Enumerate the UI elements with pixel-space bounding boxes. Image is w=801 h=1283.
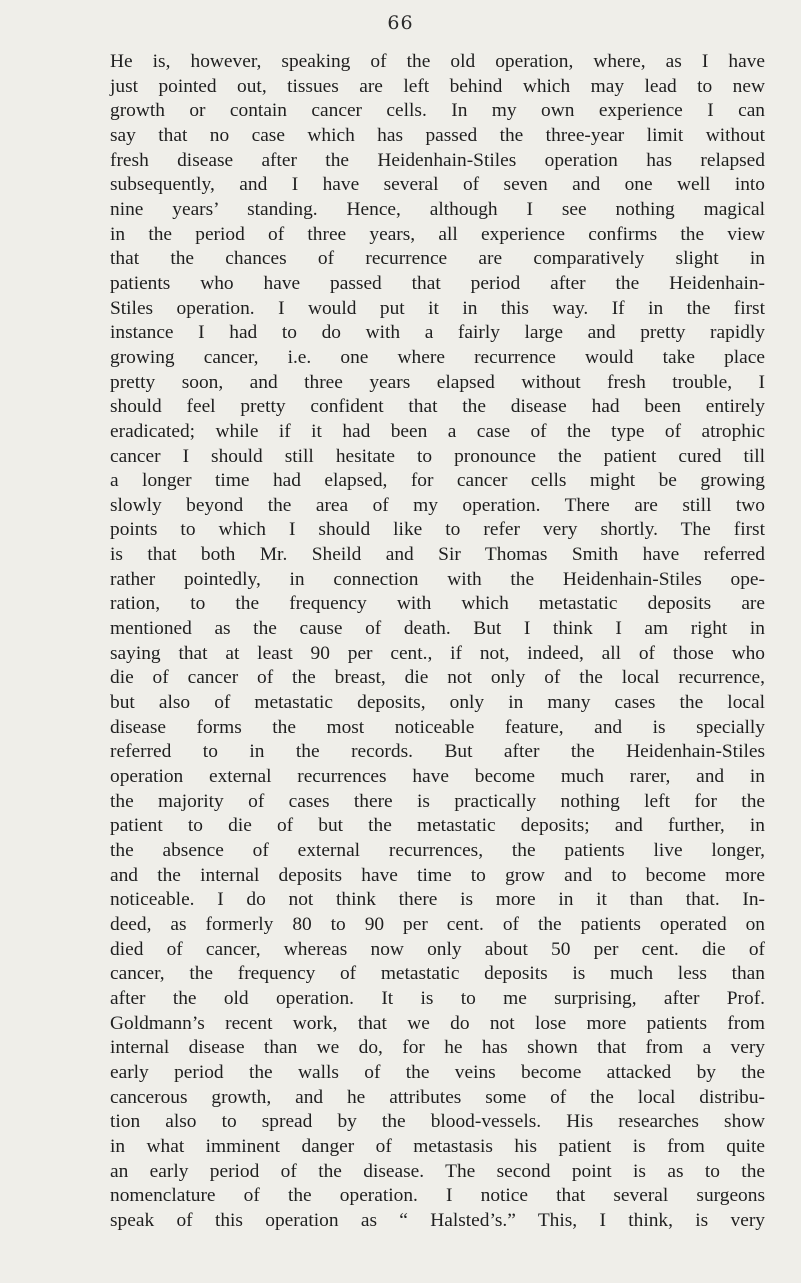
- text-line: after the old operation. It is to me surprising, after Prof.: [110, 987, 765, 1009]
- text-line: an early period of the disease. The second point is as to the: [110, 1160, 765, 1182]
- text-line: noticeable. I do not think there is more in it than that. In-: [110, 889, 765, 911]
- text-line: disease forms the most noticeable feature, and is specially: [110, 716, 765, 738]
- text-line: Stiles operation. I would put it in this way. If in the first: [110, 297, 765, 319]
- text-line: just pointed out, tissues are left behind which may lead to new: [110, 75, 765, 97]
- text-line: in what imminent danger of metastasis his patient is from quite: [110, 1135, 765, 1157]
- text-line: cancer I should still hesitate to pronounce the patient cured till: [110, 445, 765, 467]
- text-line: but also of metastatic deposits, only in many cases the local: [110, 692, 765, 714]
- text-line: deed, as formerly 80 to 90 per cent. of the patients operated on: [110, 913, 765, 935]
- text-line: cancer, the frequency of metastatic deposits is much less than: [110, 963, 765, 985]
- text-line: tion also to spread by the blood-vessels. His researches show: [110, 1111, 765, 1133]
- text-line: rather pointedly, in connection with the Heidenhain-Stiles ope-: [110, 568, 765, 590]
- text-line: He is, however, speaking of the old operation, where, as I have: [110, 51, 765, 72]
- text-line: fresh disease after the Heidenhain-Stiles operation has relapsed: [110, 149, 765, 171]
- text-line: nine years’ standing. Hence, although I see nothing magical: [110, 198, 765, 220]
- text-line: saying that at least 90 per cent., if not, indeed, all of those who: [110, 642, 765, 664]
- text-line: instance I had to do with a fairly large and pretty rapidly: [110, 322, 765, 344]
- text-line: growing cancer, i.e. one where recurrence would take place: [110, 346, 765, 368]
- text-line: and the internal deposits have time to grow and to become more: [110, 864, 765, 886]
- text-line: should feel pretty confident that the disease had been entirely: [110, 396, 765, 418]
- text-line: points to which I should like to refer very shortly. The first: [110, 519, 765, 541]
- text-line: patient to die of but the metastatic deposits; and further, in: [110, 815, 765, 837]
- text-line: Goldmann’s recent work, that we do not lose more patients from: [110, 1012, 765, 1034]
- text-line: early period the walls of the veins become attacked by the: [110, 1061, 765, 1083]
- text-line: nomenclature of the operation. I notice that several surgeons: [110, 1185, 765, 1207]
- text-line: the majority of cases there is practically nothing left for the: [110, 790, 765, 812]
- page-number: 66: [387, 12, 414, 34]
- text-line: the absence of external recurrences, the patients live longer,: [110, 840, 765, 861]
- text-line: pretty soon, and three years elapsed without fresh trouble, I: [110, 371, 765, 393]
- text-line: speak of this operation as “ Halsted’s.” This, I think, is very: [110, 1209, 765, 1231]
- body-paragraph: [110, 50, 765, 1234]
- text-line: a longer time had elapsed, for cancer cells might be growing: [110, 470, 765, 492]
- text-line: died of cancer, whereas now only about 50 per cent. die of: [110, 938, 765, 960]
- text-line: referred to in the records. But after the Heidenhain-Stiles: [110, 741, 765, 763]
- text-line: say that no case which has passed the three-year limit without: [110, 124, 765, 146]
- text-line: cancerous growth, and he attributes some of the local distribu-: [110, 1086, 765, 1108]
- text-line: die of cancer of the breast, die not only of the local recurrence,: [110, 667, 765, 689]
- text-line: subsequently, and I have several of seven and one well into: [110, 174, 765, 196]
- text-line: is that both Mr. Sheild and Sir Thomas Smith have referred: [110, 544, 765, 566]
- text-line: mentioned as the cause of death. But I think I am right in: [110, 618, 765, 640]
- text-line: that the chances of recurrence are comparatively slight in: [110, 248, 765, 270]
- text-line: ration, to the frequency with which metastatic deposits are: [110, 593, 765, 615]
- text-line: operation external recurrences have become much rarer, and in: [110, 766, 765, 788]
- text-line: patients who have passed that period after the Heidenhain-: [110, 272, 765, 294]
- text-line: eradicated; while if it had been a case of the type of atrophic: [110, 420, 765, 442]
- text-line: internal disease than we do, for he has shown that from a very: [110, 1037, 765, 1059]
- text-line: growth or contain cancer cells. In my own experience I can: [110, 100, 765, 122]
- text-line: slowly beyond the area of my operation. There are still two: [110, 494, 765, 516]
- text-line: in the period of three years, all experience confirms the view: [110, 223, 765, 245]
